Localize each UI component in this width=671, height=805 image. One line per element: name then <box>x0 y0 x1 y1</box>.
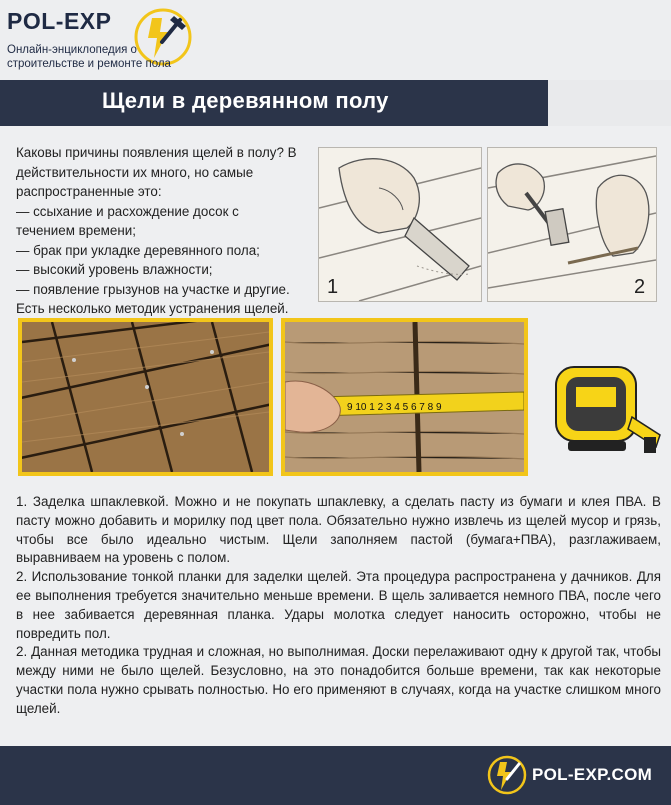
methods-text <box>16 493 661 719</box>
intro-text <box>16 143 316 319</box>
site-subtitle <box>7 43 177 71</box>
hammer-lightning-footer-icon <box>486 754 528 796</box>
spatula-sketch-illustration <box>319 148 481 301</box>
intro-line: течением времени; <box>16 223 136 238</box>
header <box>0 0 671 80</box>
wood-floor-photo <box>22 322 269 472</box>
footer <box>0 746 671 805</box>
photo-wood-floor-gaps <box>18 318 273 476</box>
subtitle-line-2: строительстве и ремонте пола <box>7 58 171 70</box>
sketch-number-2: 2 <box>634 276 646 298</box>
intro-line: Есть несколько методик устранения щелей. <box>16 301 289 316</box>
method-paragraph: 2. Использование тонкой планки для заделки щелей. Эта процедура распространена у дачников. Для ее выполнения требуется значительно меньше времени. В щель заливается немного ПВА, после чего в нее забивается деревянная планка. Удары молотка следует наносить осторожно, чтобы не повредить пол. <box>16 569 661 641</box>
intro-line: — появление грызунов на участке и другие. <box>16 281 290 297</box>
ruler-digits: 9 10 1 2 3 4 5 6 7 8 9 <box>347 402 442 413</box>
intro-line: Каковы причины появления щелей в полу? В <box>16 145 297 160</box>
intro-line: действительности их много, но самые <box>16 164 254 180</box>
intro-line: — ссыхание и расхождение досок с <box>16 203 239 219</box>
subtitle-line-1: Онлайн-энциклопедия о <box>7 44 137 56</box>
logo-text[interactable]: POL-EXP <box>7 8 112 34</box>
sketch-spatula <box>318 147 482 302</box>
ruler-measurement-photo <box>285 322 524 472</box>
sketch-hammer <box>487 147 657 302</box>
intro-line: — высокий уровень влажности; <box>16 262 213 277</box>
sketch-number-1: 1 <box>327 276 339 298</box>
title-bar <box>0 80 548 126</box>
method-paragraph: 1. Заделка шпаклевкой. Можно и не покупать шпаклевку, а сделать пасту из бумаги и клея ПВА. В пасту можно добавить и морилку под цвет пола. Обязательно нужно извлечь из щелей мусор и грязь, чтобы все было идеально чистым. Щели заполняем пастой (бумага+ПВА), разглаживаем, выравниваем на уровень с полом. <box>16 494 661 566</box>
photo-gap-measurement <box>281 318 528 476</box>
intro-line: распространенные это: <box>16 184 162 199</box>
page-title: Щели в деревянном полу <box>102 88 389 113</box>
intro-line: — брак при укладке деревянного пола; <box>16 242 260 258</box>
method-paragraph: 2. Данная методика трудная и сложная, но выполнимая. Доски перелаживают одну к другой так, чтобы между ними не было щелей. Безусловно, на это понадобится больше времени, так как некоторые участки пола нужно срывать полностью. Но его применяют в случаях, когда на участке слишком много щелей. <box>16 644 661 716</box>
tape-measure-image <box>548 355 662 467</box>
footer-brand-link[interactable]: POL-EXP.COM <box>532 765 653 784</box>
hammer-sketch-illustration <box>488 148 656 301</box>
